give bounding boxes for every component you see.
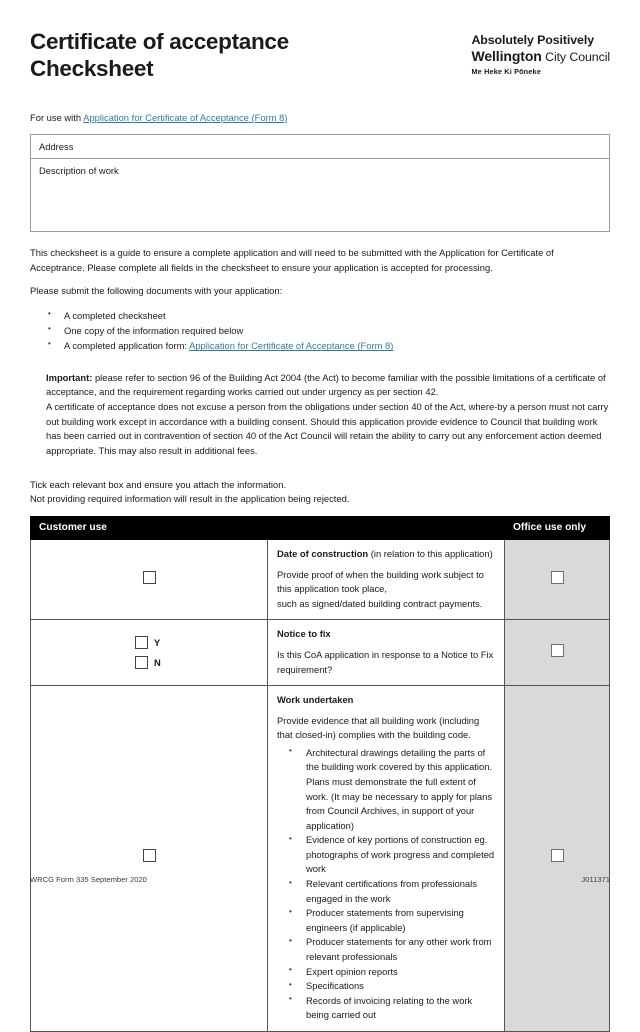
- checkbox-work-undertaken[interactable]: [143, 849, 156, 862]
- list-item: [48, 323, 610, 338]
- document-header: [30, 28, 610, 83]
- content-cell-work-undertaken: [268, 686, 505, 1032]
- submit-documents-list: [30, 308, 610, 354]
- checklist-table: [30, 516, 610, 1032]
- row-title-notice-to-fix: Notice to fix: [277, 628, 331, 640]
- important-notice: [30, 371, 610, 459]
- office-tick-cell-date-of-construction: [505, 540, 610, 620]
- submit-item-text: A completed application form:: [64, 340, 190, 352]
- row-body-line: such as signed/dated building contract payments.: [277, 597, 483, 609]
- description-of-work-label: Description of work: [39, 164, 119, 176]
- yes-no-checkbox-group: [31, 628, 267, 677]
- logo-wellington-word: Wellington: [471, 47, 542, 64]
- tick-instructions-line-1: Tick each relevant box and ensure you attach the information.: [30, 478, 287, 490]
- checkbox-date-of-construction[interactable]: [143, 571, 156, 584]
- logo-line-wellington-city-council: [471, 48, 610, 65]
- row-body-notice-to-fix: [277, 648, 495, 677]
- office-checkbox-work-undertaken[interactable]: [551, 849, 564, 862]
- logo-line-absolutely-positively: Absolutely Positively: [471, 33, 594, 47]
- list-item: [48, 338, 610, 353]
- application-form-8-link-list[interactable]: Application for Certificate of Acceptance (Form 8): [189, 340, 394, 352]
- yes-option-row: [135, 636, 163, 649]
- row-body-line: Is this CoA application in response to a Notice to Fix requirement?: [277, 648, 494, 675]
- list-item: • Expert opinion reports: [289, 965, 495, 980]
- document-footer: [30, 875, 610, 884]
- table-header-row: [31, 517, 610, 540]
- row-body-date-of-construction: [277, 568, 495, 612]
- list-item: • Architectural drawings detailing the parts of the building work covered by this application. Plans must demonstrate the full extent of work. (It may be necessary to apply for plans from Council Archives, in support of your application): [289, 746, 495, 833]
- submit-item-text: A completed checksheet: [64, 310, 166, 321]
- address-label: Address: [39, 140, 74, 152]
- checkbox-notice-to-fix-no[interactable]: [135, 656, 148, 669]
- customer-tick-cell-work-undertaken: [31, 686, 268, 1032]
- footer-form-reference: WRCG Form 335 September 2020: [30, 875, 147, 884]
- application-form-8-link-top[interactable]: Application for Certificate of Acceptance (Form 8): [83, 111, 288, 123]
- important-paragraph-1: [46, 371, 610, 400]
- address-field[interactable]: [31, 135, 609, 159]
- no-option-row: [135, 656, 163, 669]
- important-paragraph-2: A certificate of acceptance does not excuse a person from the obligations under section 40 of the Act, where-by a person must not carry out building work except in accordance with a building consent. Should this application provide evidence to Council that building work has been carried out in contravention of section 40 of the Act Council will retain the ability to carry out any enforcement action deemed appropriate. This may also result in additional fees.: [46, 401, 609, 457]
- table-row: [31, 620, 610, 686]
- customer-tick-cell-date-of-construction: [31, 540, 268, 620]
- submit-item-text: One copy of the information required below: [64, 325, 244, 337]
- label-notice-to-fix-yes: Y: [154, 637, 161, 649]
- row-body-work-undertaken: [277, 714, 495, 743]
- list-item: • Evidence of key portions of construction eg. photographs of work progress and completed work: [289, 833, 495, 877]
- office-tick-cell-notice-to-fix: [505, 620, 610, 686]
- column-header-customer-use: Customer use: [31, 517, 505, 540]
- list-item: • Producer statements for any other work from relevant professionals: [289, 935, 495, 964]
- tick-instructions: [30, 478, 610, 507]
- office-checkbox-notice-to-fix[interactable]: [551, 644, 564, 657]
- row-body-line: Provide proof of when the building work subject to this application took place,: [277, 568, 484, 595]
- list-item: • Producer statements from supervising engineers (if applicable): [289, 906, 495, 935]
- table-row: [31, 540, 610, 620]
- address-description-box: [30, 134, 610, 232]
- content-cell-notice-to-fix: [268, 620, 505, 686]
- checklist-table-body: [31, 540, 610, 1032]
- checklist-table-header: [31, 517, 610, 540]
- customer-tick-cell-notice-to-fix: [31, 620, 268, 686]
- for-use-with-prefix: For use with: [30, 111, 84, 123]
- list-item: [48, 308, 610, 323]
- table-row: [31, 686, 610, 1032]
- row-body-line: Provide evidence that all building work (including that closed-in) complies with the building code.: [277, 714, 480, 741]
- checkbox-notice-to-fix-yes[interactable]: [135, 636, 148, 649]
- important-paragraph-1-text: please refer to section 96 of the Building Act 2004 (the Act) to become familiar with the possible limitations of a certificate of acceptance, and the requirement regarding works carried out under urgency as per section 42.: [46, 371, 606, 398]
- footer-job-number: J011371: [581, 875, 610, 884]
- logo-line-maori: Me Heke Ki Pōneke: [471, 67, 541, 77]
- row-title-suffix-date-of-construction: (in relation to this application): [368, 548, 493, 560]
- list-item: • Specifications: [289, 979, 495, 994]
- content-cell-date-of-construction: [268, 540, 505, 620]
- tick-instructions-line-2: Not providing required information will result in the application being rejected.: [30, 493, 350, 505]
- for-use-with-line: [30, 111, 610, 125]
- label-notice-to-fix-no: N: [154, 657, 161, 669]
- submit-documents-intro: Please submit the following documents with your application:: [30, 285, 283, 297]
- row-title-date-of-construction: Date of construction: [277, 548, 369, 560]
- description-of-work-field[interactable]: [31, 159, 609, 231]
- office-checkbox-date-of-construction[interactable]: [551, 571, 564, 584]
- logo-city-council-word: City Council: [545, 49, 610, 64]
- important-lead-label: Important:: [46, 371, 93, 383]
- guidance-paragraph-1: This checksheet is a guide to ensure a complete application and will need to be submitted with the Application for Certificate of Acceptrance. Please complete all fields in the checksheet to ensure your application is accepted for processing.: [30, 246, 554, 273]
- page-title: Certificate of acceptance Checksheet: [30, 29, 289, 82]
- row-title-work-undertaken: Work undertaken: [277, 694, 354, 706]
- column-header-office-use-only: Office use only: [505, 517, 610, 540]
- work-undertaken-evidence-list: [277, 746, 495, 1023]
- office-tick-cell-work-undertaken: [505, 686, 610, 1032]
- wellington-city-council-logo: [471, 33, 610, 77]
- list-item: • Relevant certifications from professionals engaged in the work: [289, 877, 495, 906]
- list-item: • Records of invoicing relating to the work being carried out: [289, 994, 495, 1023]
